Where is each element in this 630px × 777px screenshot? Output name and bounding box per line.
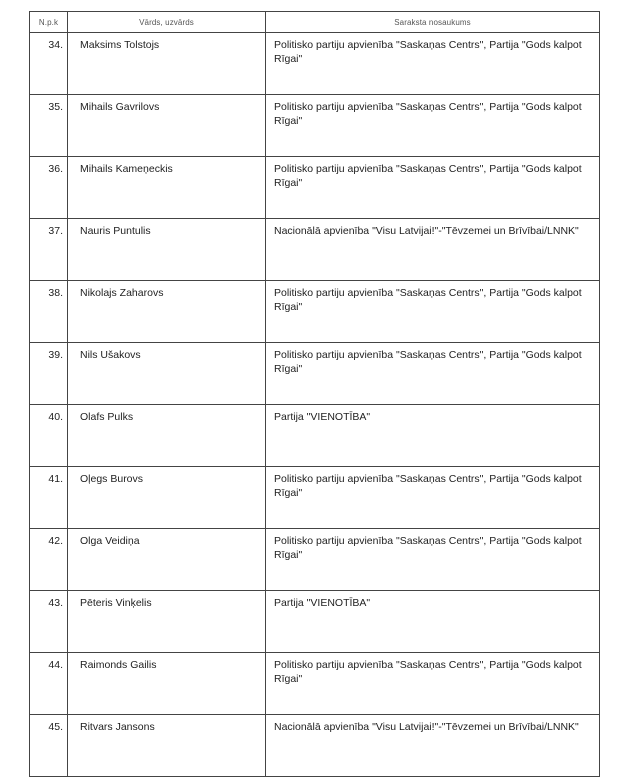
candidate-name: Ritvars Jansons xyxy=(68,715,266,777)
candidate-name: Mihails Kameņeckis xyxy=(68,157,266,219)
row-number: 36. xyxy=(30,157,68,219)
candidate-name: Nils Ušakovs xyxy=(68,343,266,405)
candidate-name: Nauris Puntulis xyxy=(68,219,266,281)
list-name: Partija "VIENOTĪBA" xyxy=(266,591,600,653)
table-row xyxy=(30,715,600,777)
table-row xyxy=(30,653,600,715)
candidate-name: Olga Veidiņa xyxy=(68,529,266,591)
header-name: Vārds, uzvārds xyxy=(68,12,266,33)
candidate-table xyxy=(29,11,600,777)
list-name: Politisko partiju apvienība "Saskaņas Centrs", Partija "Gods kalpot Rīgai" xyxy=(266,95,600,157)
candidate-name: Nikolajs Zaharovs xyxy=(68,281,266,343)
list-name: Politisko partiju apvienība "Saskaņas Centrs", Partija "Gods kalpot Rīgai" xyxy=(266,157,600,219)
row-number: 44. xyxy=(30,653,68,715)
list-name: Politisko partiju apvienība "Saskaņas Centrs", Partija "Gods kalpot Rīgai" xyxy=(266,467,600,529)
table-row xyxy=(30,343,600,405)
row-number: 39. xyxy=(30,343,68,405)
table-row xyxy=(30,33,600,95)
row-number: 38. xyxy=(30,281,68,343)
row-number: 45. xyxy=(30,715,68,777)
row-number: 43. xyxy=(30,591,68,653)
row-number: 42. xyxy=(30,529,68,591)
table-row xyxy=(30,529,600,591)
table-row xyxy=(30,219,600,281)
table-body xyxy=(30,33,600,777)
header-list-name: Saraksta nosaukums xyxy=(266,12,600,33)
table-row xyxy=(30,591,600,653)
candidate-name: Raimonds Gailis xyxy=(68,653,266,715)
candidate-name: Oļegs Burovs xyxy=(68,467,266,529)
list-name: Nacionālā apvienība "Visu Latvijai!"-"Tēvzemei un Brīvībai/LNNK" xyxy=(266,715,600,777)
header-number: N.p.k xyxy=(30,12,68,33)
table-row xyxy=(30,157,600,219)
table-row xyxy=(30,405,600,467)
table-header-row xyxy=(30,12,600,33)
candidate-name: Olafs Pulks xyxy=(68,405,266,467)
row-number: 34. xyxy=(30,33,68,95)
table-row xyxy=(30,281,600,343)
candidate-name: Mihails Gavrilovs xyxy=(68,95,266,157)
candidate-name: Pēteris Vinķelis xyxy=(68,591,266,653)
row-number: 40. xyxy=(30,405,68,467)
table-row xyxy=(30,467,600,529)
row-number: 41. xyxy=(30,467,68,529)
table-row xyxy=(30,95,600,157)
list-name: Nacionālā apvienība "Visu Latvijai!"-"Tēvzemei un Brīvībai/LNNK" xyxy=(266,219,600,281)
row-number: 35. xyxy=(30,95,68,157)
list-name: Politisko partiju apvienība "Saskaņas Centrs", Partija "Gods kalpot Rīgai" xyxy=(266,281,600,343)
list-name: Politisko partiju apvienība "Saskaņas Centrs", Partija "Gods kalpot Rīgai" xyxy=(266,343,600,405)
candidate-name: Maksims Tolstojs xyxy=(68,33,266,95)
list-name: Politisko partiju apvienība "Saskaņas Centrs", Partija "Gods kalpot Rīgai" xyxy=(266,33,600,95)
row-number: 37. xyxy=(30,219,68,281)
list-name: Partija "VIENOTĪBA" xyxy=(266,405,600,467)
list-name: Politisko partiju apvienība "Saskaņas Centrs", Partija "Gods kalpot Rīgai" xyxy=(266,653,600,715)
list-name: Politisko partiju apvienība "Saskaņas Centrs", Partija "Gods kalpot Rīgai" xyxy=(266,529,600,591)
